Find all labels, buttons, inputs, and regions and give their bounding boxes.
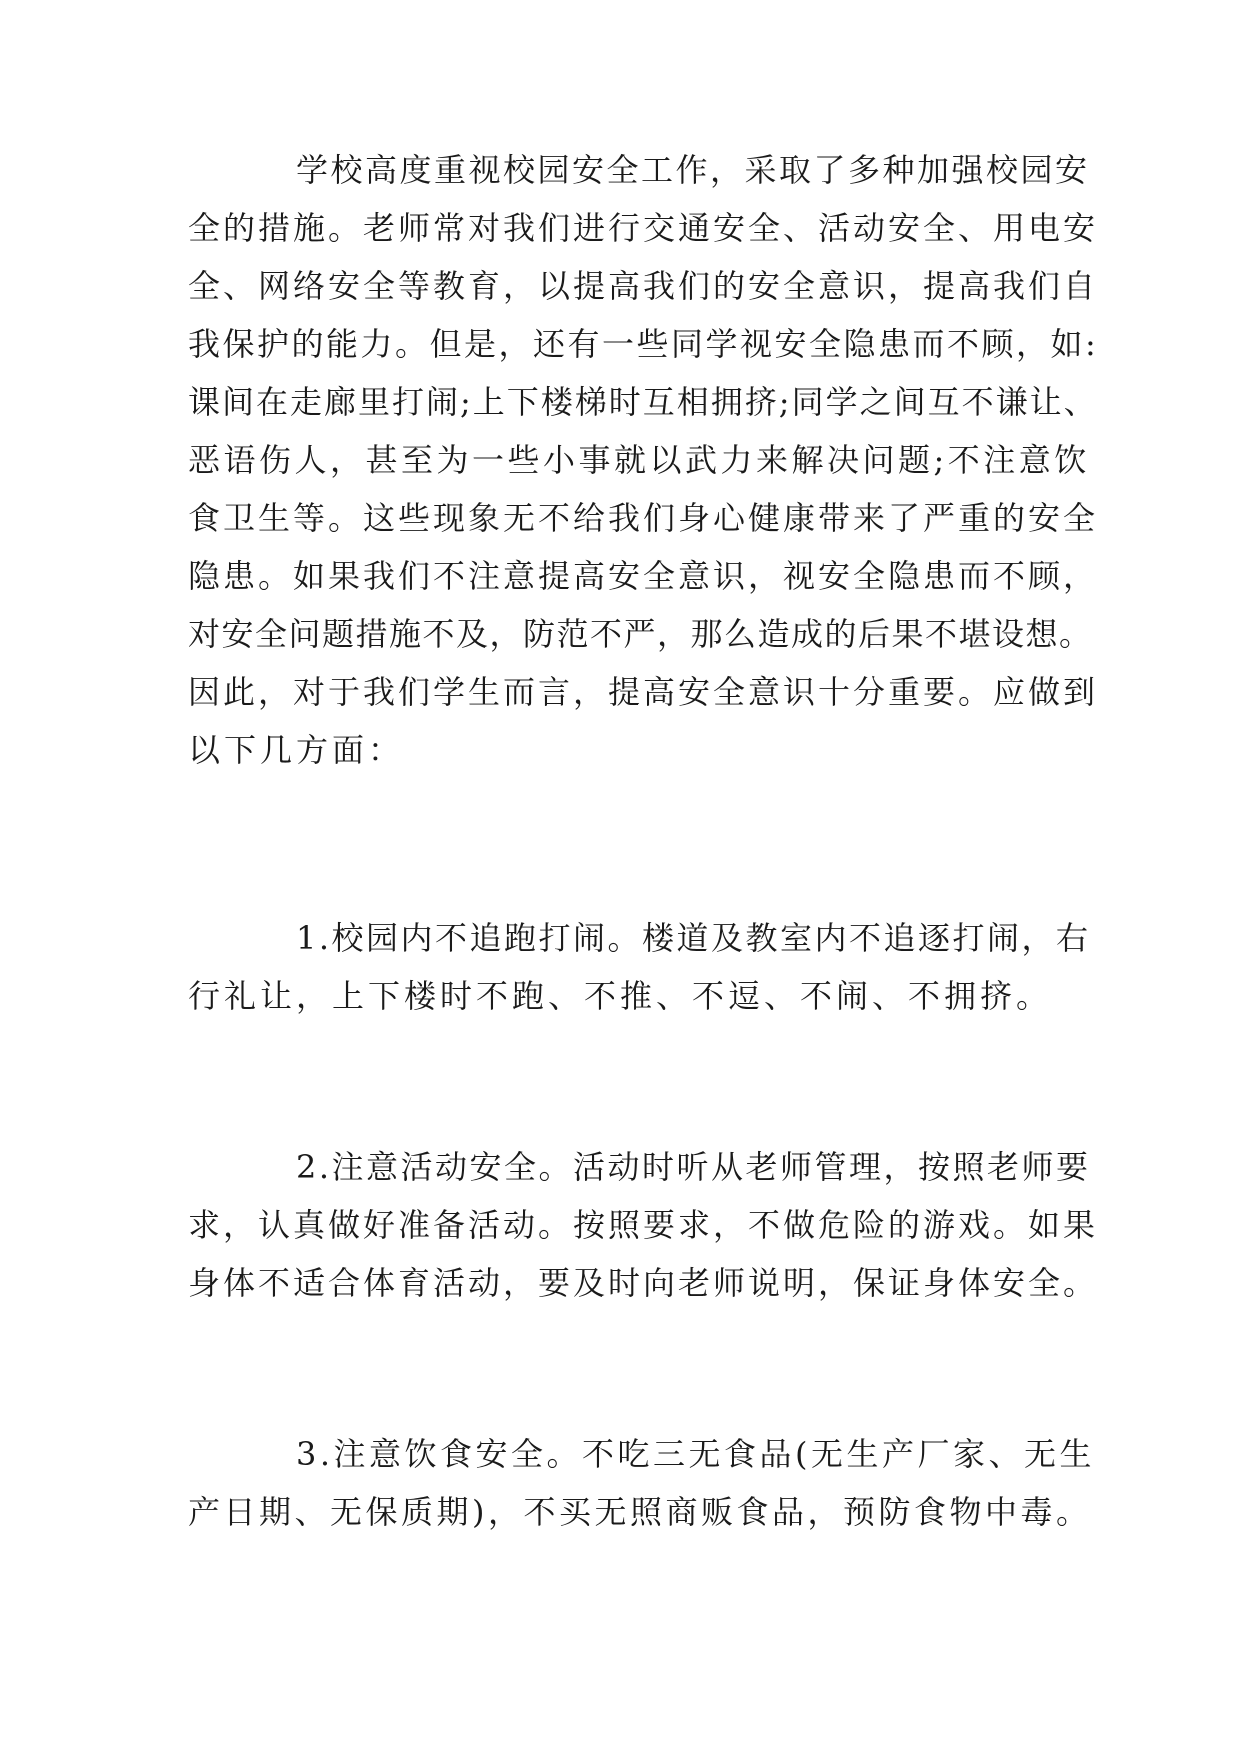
paragraph-1-line-11: 以下几方面：	[188, 731, 405, 769]
paragraph-2-line-1: 1.校园内不追跑打闹。楼道及教室内不追逐打闹，右	[296, 919, 1091, 957]
paragraph-1-line-5: 课间在走廊里打闹;上下楼梯时互相拥挤;同学之间互不谦让、	[188, 383, 1098, 421]
paragraph-1-line-8: 隐患。如果我们不注意提高安全意识，视安全隐患而不顾，	[188, 557, 1099, 595]
paragraph-3-line-3: 身体不适合体育活动，要及时向老师说明，保证身体安全。	[188, 1264, 1099, 1302]
paragraph-2-line-2: 行礼让，上下楼时不跑、不推、不逗、不闹、不拥挤。	[188, 977, 1053, 1015]
paragraph-1-line-9: 对安全问题措施不及，防范不严，那么造成的后果不堪设想。	[188, 615, 1093, 653]
paragraph-3-line-1: 2.注意活动安全。活动时听从老师管理，按照老师要	[296, 1148, 1091, 1186]
paragraph-1-line-2: 全的措施。老师常对我们进行交通安全、活动安全、用电安	[188, 209, 1099, 247]
paragraph-3-line-2: 求，认真做好准备活动。按照要求，不做危险的游戏。如果	[188, 1206, 1099, 1244]
paragraph-1-line-6: 恶语伤人，甚至为一些小事就以武力来解决问题;不注意饮	[188, 441, 1090, 479]
paragraph-1-line-4: 我保护的能力。但是，还有一些同学视安全隐患而不顾，如:	[188, 325, 1099, 363]
paragraph-1-line-1: 学校高度重视校园安全工作，采取了多种加强校园安	[296, 151, 1090, 189]
paragraph-4-line-1: 3.注意饮食安全。不吃三无食品(无生产厂家、无生	[296, 1435, 1096, 1473]
paragraph-1-line-7: 食卫生等。这些现象无不给我们身心健康带来了严重的安全	[188, 499, 1099, 537]
paragraph-1-line-3: 全、网络安全等教育，以提高我们的安全意识，提高我们自	[188, 267, 1099, 305]
paragraph-1-line-10: 因此，对于我们学生而言，提高安全意识十分重要。应做到	[188, 673, 1099, 711]
paragraph-4-line-2: 产日期、无保质期)，不买无照商贩食品，预防食物中毒。	[188, 1493, 1092, 1531]
